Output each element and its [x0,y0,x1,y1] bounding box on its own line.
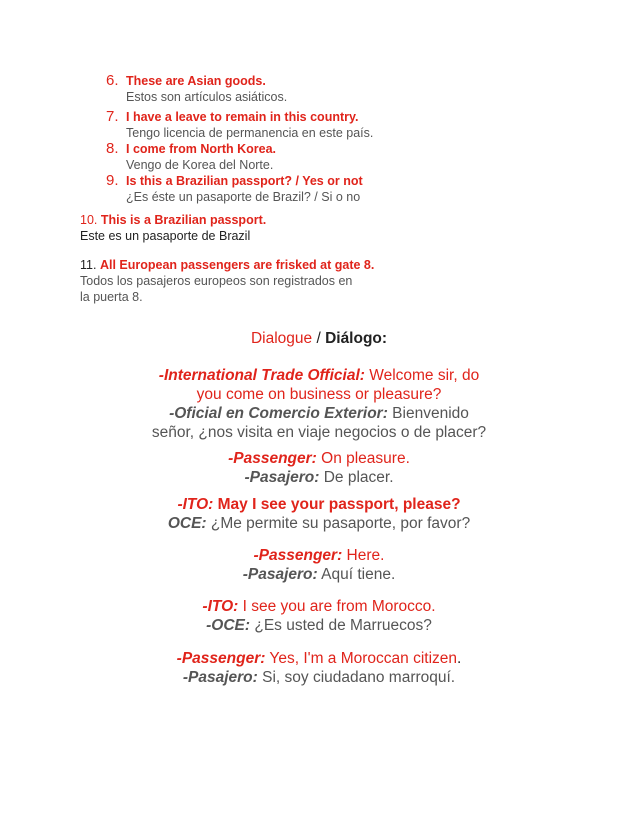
item-number: 9. [106,172,119,189]
spanish-translation: Este es un pasaporte de Brazil [80,229,251,243]
spanish-translation-line1: Todos los pasajeros europeos son registrados en [80,274,353,288]
english-sentence: 10. This is a Brazilian passport. [80,213,267,227]
dialogue-exchange-2: -Passenger: On pleasure. -Pasajero: De placer. [228,450,410,486]
item-11 [80,257,400,305]
item-10 [80,212,400,244]
spanish-translation-line2: la puerta 8. [80,290,143,304]
english-sentence: 6. These are Asian goods. [106,72,266,89]
english-sentence: 9. Is this a Brazilian passport? / Yes or not [106,172,363,189]
english-sentence: 7. I have a leave to remain in this country. [106,108,359,125]
spanish-translation: Vengo de Korea del Norte. [126,158,274,172]
dialogue-exchange-1: -International Trade Official: Welcome sir, do you come on business or pleasure? -Oficial en Comercio Exterior: Bienvenido señor, ¿nos visita en viaje negocios o de placer? [151,367,487,441]
spanish-translation: Tengo licencia de permanencia en este país. [126,126,374,140]
item-number: 8. [106,140,119,157]
dialogue-exchange-4: -Passenger: Here. -Pasajero: Aquí tiene. [242,547,396,583]
spanish-translation: ¿Es éste un pasaporte de Brazil? / Si o no [126,190,361,204]
dialogue-exchange-3: -ITO: May I see your passport, please? OCE: ¿Me permite su pasaporte, por favor? [167,496,471,532]
list-item-9 [106,173,626,205]
spanish-translation: Estos son artículos asiáticos. [126,90,288,104]
item-number: 7. [106,108,119,125]
list-item-7 [106,109,626,141]
list-item-8 [106,141,626,173]
dialogue-exchange-5: -ITO: I see you are from Morocco. -OCE: ¿Es usted de Marruecos? [202,598,436,634]
dialogue-exchange-6: -Passenger: Yes, I'm a Moroccan citizen. -Pasajero: Si, soy ciudadano marroquí. [176,650,462,686]
item-number: 6. [106,72,119,89]
english-sentence: 8. I come from North Korea. [106,140,277,157]
list-item-6 [106,73,626,105]
dialogue-title: Dialogue / Diálogo: [250,330,388,347]
english-sentence: 11. All European passengers are frisked at gate 8. [80,258,375,272]
